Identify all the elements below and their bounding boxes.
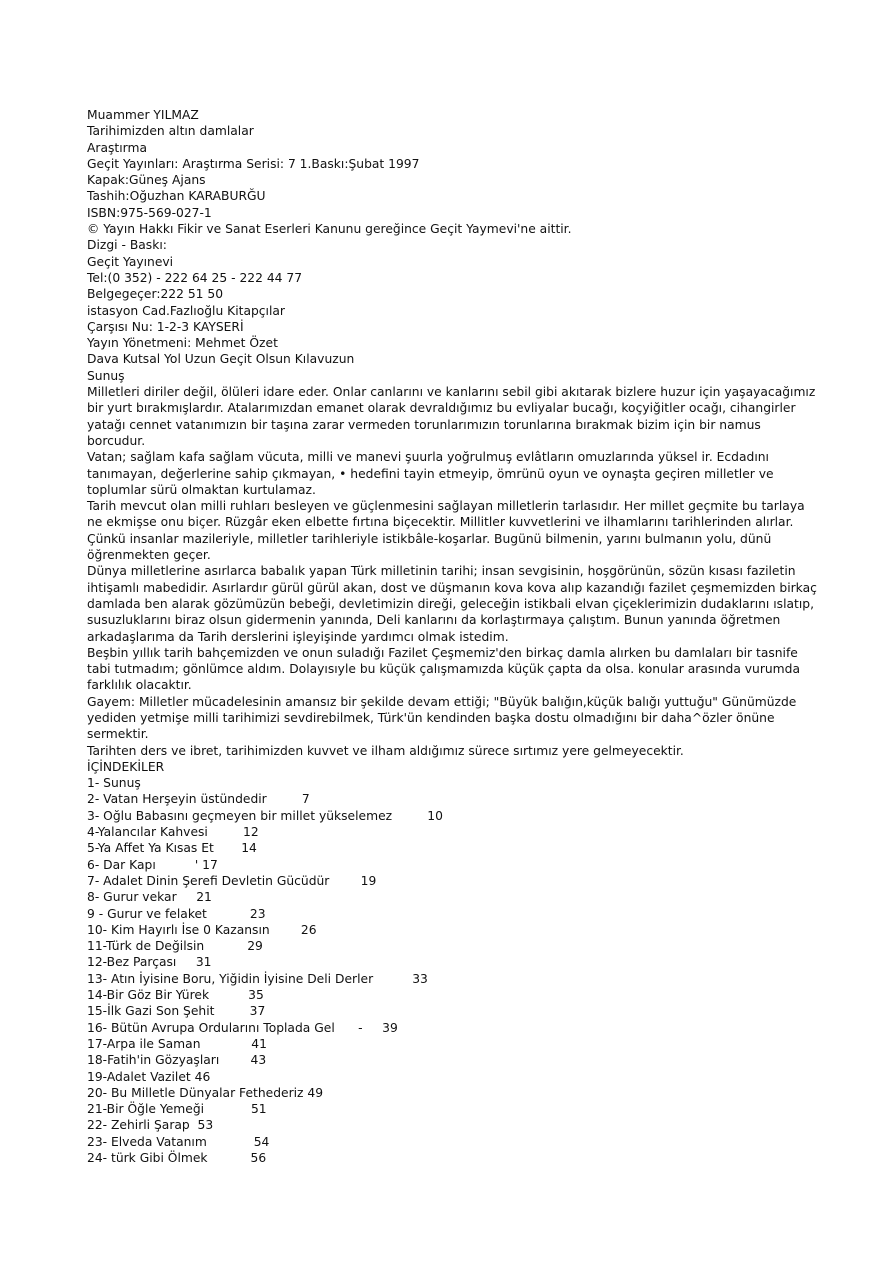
- genre: Araştırma: [87, 140, 148, 155]
- author: Muammer YILMAZ: [87, 108, 199, 122]
- toc-entry: 20- Bu Milletle Dünyalar Fethederiz 49: [87, 1085, 324, 1100]
- cover-credit: Kapak:Güneş Ajans: [87, 173, 206, 188]
- contents-heading: İÇİNDEKİLER: [87, 759, 165, 774]
- toc-entry: 1- Sunuş: [87, 776, 141, 791]
- publisher-fax: Belgegeçer:222 51 50: [87, 287, 224, 302]
- toc-entry: 4-Yalancılar Kahvesi 12: [87, 825, 259, 840]
- publisher-address-line1: istasyon Cad.Fazlıoğlu Kitapçılar: [87, 303, 285, 318]
- toc-entry: 6- Dar Kapı ' 17: [87, 857, 218, 872]
- contents-list: [87, 775, 817, 1166]
- toc-entry: 2- Vatan Herşeyin üstündedir 7: [87, 792, 310, 807]
- toc-entry: 16- Bütün Avrupa Ordularını Toplada Gel - 39: [87, 1020, 398, 1035]
- sunus-paragraph: Beşbin yıllık tarih bahçemizden ve onun suladığı Fazilet Çeşmemiz'den birkaç damla alırken bu damlaları bir tasnife tabi tutmadım; gönlümce aldım. Dolayısıyle bu küçük çalışmamızda küçük çapta da olsa. konular arasında vurumda farklılık olacaktır.: [87, 645, 800, 693]
- toc-entry: 14-Bir Göz Bir Yürek 35: [87, 988, 264, 1003]
- document-page: [87, 107, 817, 1166]
- publisher-phone: Tel:(0 352) - 222 64 25 - 222 44 77: [87, 270, 303, 285]
- toc-entry: 3- Oğlu Babasını geçmeyen bir millet yükselemez 10: [87, 808, 443, 823]
- toc-entry: 15-İlk Gazi Son Şehit 37: [87, 1004, 266, 1019]
- book-title: Tarihimizden altın damlalar: [87, 124, 254, 139]
- series-info: Geçit Yayınları: Araştırma Serisi: 7 1.Baskı:Şubat 1997: [87, 156, 420, 171]
- copyright-notice: © Yayın Hakkı Fikir ve Sanat Eserleri Kanunu gereğince Geçit Yaymevi'ne aittir.: [87, 222, 572, 237]
- isbn: ISBN:975-569-027-1: [87, 205, 212, 220]
- toc-entry: 21-Bir Öğle Yemeği 51: [87, 1102, 267, 1117]
- publisher-name: Geçit Yayınevi: [87, 254, 174, 269]
- toc-entry: 8- Gurur vekar 21: [87, 890, 212, 905]
- motto: Dava Kutsal Yol Uzun Geçit Olsun Kılavuzun: [87, 352, 355, 367]
- sunus-paragraph: Gayem: Milletler mücadelesinin amansız bir şekilde devam ettiği; "Büyük balığın,küçük balığı yuttuğu" Günümüzde yediden yetmişe milli tarihimizi sevdirebilmek, Türk'ün kendinden başka dostu olmadığını bir daha^özler önüne sermektir.: [87, 694, 797, 742]
- print-label: Dizgi - Baskı:: [87, 238, 167, 253]
- toc-entry: 17-Arpa ile Saman 41: [87, 1036, 267, 1051]
- toc-entry: 19-Adalet Vazilet 46: [87, 1069, 211, 1084]
- toc-entry: 23- Elveda Vatanım 54: [87, 1134, 270, 1149]
- toc-entry: 18-Fatih'in Gözyaşları 43: [87, 1053, 267, 1068]
- publishing-manager: Yayın Yönetmeni: Mehmet Özet: [87, 336, 278, 351]
- publisher-address-line2: Çarşısı Nu: 1-2-3 KAYSERİ: [87, 319, 244, 334]
- sunus-heading: Sunuş: [87, 368, 125, 383]
- sunus-paragraph: Tarihten ders ve ibret, tarihimizden kuvvet ve ilham aldığımız sürece sırtımız yere gelmeyecektir.: [87, 743, 684, 758]
- toc-entry: 12-Bez Parçası 31: [87, 955, 212, 970]
- toc-entry: 9 - Gurur ve felaket 23: [87, 906, 266, 921]
- sunus-paragraph: Dünya milletlerine asırlarca babalık yapan Türk milletinin tarihi; insan sevgisinin, hoşgörünün, sözün kısası faziletin ihtişamlı mabedidir. Asırlardır gürül gürül akan, dost ve düşmanın kova kova alıp kazandığı fazilet çeşmemizden birkaç damlada ben alarak gözümüzün bebeği, devletimizin direği, geleceğin istikbali elvan çiçeklerimizin dudaklarını ıslatıp, susuzluklarını biraz olsun gidermenin yanında, Deli kanlarını da korlaştırmaya çalıştım. Bunun yanında öğretmen arkadaşlarıma da Tarih derslerini işleyişinde yardımcı olmak istedim.: [87, 564, 817, 644]
- toc-entry: 5-Ya Affet Ya Kısas Et 14: [87, 841, 257, 856]
- sunus-paragraph: Milletleri diriler değil, ölüleri idare eder. Onlar canlarını ve kanlarını sebil gibi akıtarak bizlere huzur için yaşayacağımız bir yurt bırakmışlardır. Atalarımızdan emanet olarak devraldığımız bu evliyalar bucağı, koçyiğitler ocağı, cihangirler yatağı cennet vatanımızın bir taşına zarar vermeden torunlarımızın torunlarına bırakmak bizim için bir namus borcudur.: [87, 385, 816, 448]
- toc-entry: 7- Adalet Dinin Şerefi Devletin Gücüdür 19: [87, 873, 377, 888]
- toc-entry: 22- Zehirli Şarap 53: [87, 1118, 214, 1133]
- toc-entry: 10- Kim Hayırlı İse 0 Kazansın 26: [87, 922, 317, 937]
- sunus-paragraph: Tarih mevcut olan milli ruhları besleyen ve güçlenmesini sağlayan milletlerin tarlasıdır. Her millet geçmite bu tarlaya ne ekmişse onu biçer. Rüzgâr eken elbette fırtına biçecektir. Millitler kuvvetlerini ve ilhamlarını tarihlerinden alırlar. Çünkü insanlar mazileriyle, milletler tarihleriyle istikbâle-koşarlar. Bugünü bilmenin, yarını bulmanın yolu, dünü öğrenmekten geçer.: [87, 499, 805, 563]
- toc-entry: 11-Türk de Değilsin 29: [87, 939, 263, 954]
- proofreading-credit: Tashih:Oğuzhan KARABURĞU: [87, 189, 266, 204]
- toc-entry: 13- Atın İyisine Boru, Yiğidin İyisine Deli Derler 33: [87, 971, 428, 986]
- toc-entry: 24- türk Gibi Ölmek 56: [87, 1151, 267, 1165]
- sunus-paragraph: Vatan; sağlam kafa sağlam vücuta, milli ve manevi şuurla yoğrulmuş evlâtların omuzlarında yüksel ir. Ecdadını tanımayan, değerlerine sahip çıkmayan, • hedefini tayin etmeyip, ömrünü oyun ve oynaşta geçiren milletler ve toplumlar sürü olmaktan kurtulamaz.: [87, 450, 774, 497]
